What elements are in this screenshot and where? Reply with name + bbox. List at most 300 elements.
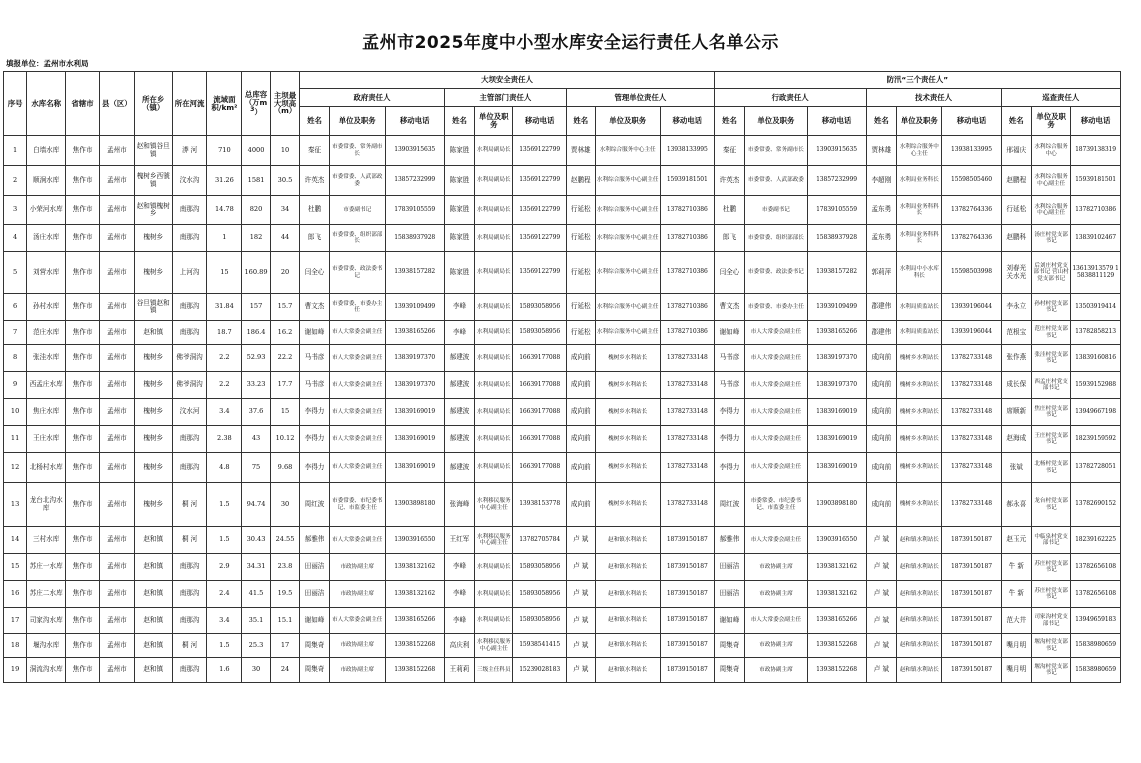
cell-phone: 15938541415 (513, 634, 567, 658)
header-tech: 技术责任人 (866, 89, 1001, 107)
cell-phone: 13782733148 (942, 345, 1001, 372)
cell-phone: 13782710386 (660, 225, 714, 252)
cell-unit-position: 水利局业务科科长 (897, 196, 942, 225)
cell-unit-position: 中临泉村党支部书记 (1032, 527, 1071, 554)
header-col-name: 姓名 (300, 107, 330, 136)
cell-phone: 18739150187 (942, 527, 1001, 554)
cell-area: 1 (207, 225, 242, 252)
cell-town: 槐树乡 (134, 426, 172, 453)
cell-unit-position: 水利局副局长 (475, 581, 513, 608)
cell-city: 焦作市 (66, 399, 100, 426)
cell-unit-position: 市人大常委会副主任 (329, 426, 385, 453)
cell-person-name: 李峰 (444, 321, 475, 345)
cell-phone: 13782733148 (942, 453, 1001, 483)
cell-unit-position: 市委常委、人武部政委 (329, 166, 385, 196)
cell-person-name: 张海峰 (444, 483, 475, 527)
cell-capacity: 4000 (242, 136, 270, 166)
cell-phone: 13839169019 (385, 426, 444, 453)
cell-person-name: 郝建波 (444, 453, 475, 483)
cell-city: 焦作市 (66, 608, 100, 634)
header-col-name: 姓名 (567, 107, 595, 136)
cell-capacity: 820 (242, 196, 270, 225)
table-row (4, 166, 1121, 196)
header-col-name: 姓名 (866, 107, 897, 136)
cell-county: 孟州市 (99, 321, 134, 345)
cell-unit-position: 孙村村党支部书记 (1032, 294, 1071, 321)
cell-phone: 13839169019 (385, 399, 444, 426)
cell-phone: 13938152268 (807, 658, 866, 683)
cell-river: 桐 河 (172, 483, 207, 527)
cell-unit-position: 市委常委、组织部部长 (745, 225, 807, 252)
cell-capacity: 30.43 (242, 527, 270, 554)
cell-person-name: 成向前 (567, 483, 595, 527)
cell-unit-position: 市委常委、常务副市长 (745, 136, 807, 166)
cell-capacity: 52.93 (242, 345, 270, 372)
cell-person-name: 陈家胜 (444, 225, 475, 252)
cell-unit-position: 槐树乡水利站长 (897, 453, 942, 483)
cell-phone: 15838980659 (1071, 658, 1121, 683)
cell-phone: 13839169019 (807, 426, 866, 453)
header-area: 流域面积/km² (207, 72, 242, 136)
table-row (4, 554, 1121, 581)
cell-person-name: 李峰 (444, 581, 475, 608)
cell-county: 孟州市 (99, 136, 134, 166)
cell-unit-position: 市人大常委会副主任 (745, 608, 807, 634)
cell-river: 上河沟 (172, 252, 207, 294)
cell-person-name: 闫全心 (300, 252, 330, 294)
cell-dam-height: 24 (270, 658, 300, 683)
cell-unit-position: 槐树乡水利站长 (897, 483, 942, 527)
header-col-unit: 单位及职务 (329, 107, 385, 136)
responsible-person-table (3, 71, 1121, 683)
cell-unit-position: 赵和镇水利站长 (897, 608, 942, 634)
cell-unit-position: 水利综合服务中心主任 (897, 136, 942, 166)
cell-person-name: 嘴月明 (1001, 634, 1032, 658)
cell-person-name: 李得力 (300, 426, 330, 453)
cell-unit-position: 市政协副主席 (745, 634, 807, 658)
cell-reservoir-name: 小荣河水库 (27, 196, 66, 225)
cell-phone: 13782858213 (1071, 321, 1121, 345)
cell-person-name: 行延松 (567, 294, 595, 321)
cell-unit-position: 槐树乡水利站长 (897, 345, 942, 372)
cell-seq: 3 (4, 196, 27, 225)
cell-phone: 13782710386 (660, 294, 714, 321)
cell-area: 2.2 (207, 372, 242, 399)
cell-person-name: 赵鹏程 (1001, 166, 1032, 196)
cell-person-name: 李峰 (444, 294, 475, 321)
cell-phone: 13839169019 (807, 399, 866, 426)
cell-town: 赵和镇 (134, 554, 172, 581)
cell-phone: 13939196044 (942, 321, 1001, 345)
cell-person-name: 范大井 (1001, 608, 1032, 634)
cell-dam-height: 20 (270, 252, 300, 294)
cell-unit-position: 市人大常委会副主任 (745, 527, 807, 554)
cell-person-name: 行延松 (567, 252, 595, 294)
cell-unit-position: 市政协副主席 (329, 581, 385, 608)
cell-unit-position: 槐树乡水利站长 (897, 372, 942, 399)
cell-phone: 18739150187 (660, 554, 714, 581)
cell-unit-position: 槐树乡水利站长 (595, 426, 660, 453)
cell-person-name: 李得力 (714, 426, 745, 453)
cell-area: 3.4 (207, 608, 242, 634)
cell-person-name: 秦征 (300, 136, 330, 166)
cell-person-name: 曹文杰 (300, 294, 330, 321)
cell-phone: 13903898180 (807, 483, 866, 527)
cell-phone: 15239028183 (513, 658, 567, 683)
cell-unit-position: 水利综合服务中心副主任 (595, 225, 660, 252)
cell-person-name: 卢 斌 (866, 554, 897, 581)
cell-unit-position: 水利综合服务中心副主任 (595, 294, 660, 321)
cell-phone: 16639177088 (513, 345, 567, 372)
table-row (4, 136, 1121, 166)
cell-unit-position: 赵和镇水利站长 (595, 608, 660, 634)
cell-unit-position: 市委常委、市纪委书记、市监委主任 (745, 483, 807, 527)
cell-person-name: 郝雅伟 (300, 527, 330, 554)
header-col-unit: 单位及职务 (595, 107, 660, 136)
cell-unit-position: 市人大常委会副主任 (329, 321, 385, 345)
cell-county: 孟州市 (99, 345, 134, 372)
cell-river: 南那沟 (172, 196, 207, 225)
cell-unit-position: 汤庄村党支部书记 (1032, 225, 1071, 252)
cell-reservoir-name: 堰沟水库 (27, 634, 66, 658)
cell-area: 31.84 (207, 294, 242, 321)
cell-phone: 13782728051 (1071, 453, 1121, 483)
cell-phone: 16639177088 (513, 372, 567, 399)
cell-county: 孟州市 (99, 372, 134, 399)
cell-person-name: 赵鹏科 (1001, 225, 1032, 252)
cell-phone: 13569122799 (513, 225, 567, 252)
cell-river: 南那沟 (172, 453, 207, 483)
cell-unit-position: 水利综合服务中心主任 (595, 136, 660, 166)
cell-unit-position: 水利局中小水库科长 (897, 252, 942, 294)
cell-phone: 13938132162 (385, 581, 444, 608)
cell-phone: 13782710386 (660, 196, 714, 225)
cell-river: 南那沟 (172, 321, 207, 345)
cell-reservoir-name: 洞流沟水库 (27, 658, 66, 683)
header-patrol: 巡查责任人 (1001, 89, 1120, 107)
cell-phone: 13839102467 (1071, 225, 1121, 252)
cell-dam-height: 9.68 (270, 453, 300, 483)
cell-phone: 13903915635 (385, 136, 444, 166)
cell-phone: 13938165266 (807, 321, 866, 345)
cell-unit-position: 水利局副局长 (475, 399, 513, 426)
cell-unit-position: 水利局副局长 (475, 554, 513, 581)
table-row (4, 483, 1121, 527)
cell-phone: 18739150187 (660, 608, 714, 634)
cell-person-name: 马书彦 (300, 372, 330, 399)
cell-dam-height: 30 (270, 483, 300, 527)
cell-phone: 13903916550 (807, 527, 866, 554)
cell-person-name: 许英杰 (300, 166, 330, 196)
cell-person-name: 高庆利 (444, 634, 475, 658)
cell-phone: 13939109499 (385, 294, 444, 321)
cell-phone: 13938152268 (807, 634, 866, 658)
cell-person-name: 成向前 (567, 426, 595, 453)
cell-unit-position: 市人大常委会副主任 (329, 453, 385, 483)
table-row (4, 426, 1121, 453)
cell-phone: 13782764336 (942, 225, 1001, 252)
cell-person-name: 孟东勇 (866, 196, 897, 225)
cell-person-name: 席顺新 (1001, 399, 1032, 426)
cell-seq: 14 (4, 527, 27, 554)
cell-city: 焦作市 (66, 321, 100, 345)
cell-phone: 13782656108 (1071, 554, 1121, 581)
cell-city: 焦作市 (66, 483, 100, 527)
cell-phone: 13903915635 (807, 136, 866, 166)
cell-dam-height: 10 (270, 136, 300, 166)
cell-city: 焦作市 (66, 453, 100, 483)
cell-seq: 10 (4, 399, 27, 426)
cell-seq: 1 (4, 136, 27, 166)
cell-person-name: 李超刚 (866, 166, 897, 196)
cell-unit-position: 水利局副局长 (475, 136, 513, 166)
cell-seq: 12 (4, 453, 27, 483)
cell-unit-position: 水利局业务科长 (897, 166, 942, 196)
cell-unit-position: 西孟庄村党支部书记 (1032, 372, 1071, 399)
cell-phone: 13782710386 (660, 252, 714, 294)
cell-unit-position: 苏庄村党支部书记 (1032, 554, 1071, 581)
cell-phone: 13938157282 (807, 252, 866, 294)
cell-unit-position: 水利综合服务中心副主任 (595, 166, 660, 196)
cell-phone: 13903916550 (385, 527, 444, 554)
table-row (4, 321, 1121, 345)
cell-person-name: 周集奇 (300, 634, 330, 658)
cell-city: 焦作市 (66, 581, 100, 608)
cell-unit-position: 水利局副局长 (475, 426, 513, 453)
cell-town: 赵和镇 (134, 581, 172, 608)
cell-county: 孟州市 (99, 658, 134, 683)
cell-seq: 2 (4, 166, 27, 196)
cell-county: 孟州市 (99, 225, 134, 252)
cell-river: 南那沟 (172, 294, 207, 321)
cell-town: 槐树乡 (134, 225, 172, 252)
cell-person-name: 卢 斌 (567, 634, 595, 658)
cell-phone: 13782690152 (1071, 483, 1121, 527)
cell-person-name: 周红波 (714, 483, 745, 527)
cell-seq: 4 (4, 225, 27, 252)
table-row (4, 345, 1121, 372)
cell-unit-position: 水利局质监站长 (897, 321, 942, 345)
cell-unit-position: 赵和镇水利站长 (595, 527, 660, 554)
cell-unit-position: 水利综合服务中心副主任 (1032, 166, 1071, 196)
cell-town: 赵和镇 (134, 527, 172, 554)
cell-seq: 16 (4, 581, 27, 608)
cell-phone: 15838980659 (1071, 634, 1121, 658)
cell-capacity: 94.74 (242, 483, 270, 527)
cell-area: 15 (207, 252, 242, 294)
cell-person-name: 成向前 (866, 399, 897, 426)
cell-city: 焦作市 (66, 345, 100, 372)
cell-dam-height: 23.8 (270, 554, 300, 581)
cell-seq: 7 (4, 321, 27, 345)
cell-town: 槐树乡 (134, 453, 172, 483)
cell-person-name: 卢 斌 (567, 581, 595, 608)
cell-unit-position: 市人大常委会副主任 (745, 453, 807, 483)
cell-person-name: 贾林雄 (567, 136, 595, 166)
cell-person-name: 成向前 (567, 345, 595, 372)
cell-phone: 18739150187 (942, 658, 1001, 683)
cell-person-name: 王莉莉 (444, 658, 475, 683)
cell-dam-height: 17.7 (270, 372, 300, 399)
cell-person-name: 陈家胜 (444, 252, 475, 294)
cell-dam-height: 19.5 (270, 581, 300, 608)
header-capacity-sup: 3 (250, 105, 255, 113)
cell-city: 焦作市 (66, 225, 100, 252)
cell-reservoir-name: 苏庄一水库 (27, 554, 66, 581)
cell-seq: 17 (4, 608, 27, 634)
cell-phone: 17839105559 (807, 196, 866, 225)
cell-phone: 13782705784 (513, 527, 567, 554)
cell-person-name: 郝建波 (444, 372, 475, 399)
cell-city: 焦作市 (66, 634, 100, 658)
cell-person-name: 赵玉元 (1001, 527, 1032, 554)
cell-unit-position: 市政协副主席 (745, 581, 807, 608)
cell-unit-position: 张洼村党支部书记 (1032, 345, 1071, 372)
cell-phone: 13857232999 (807, 166, 866, 196)
cell-city: 焦作市 (66, 136, 100, 166)
cell-person-name: 成向前 (567, 399, 595, 426)
cell-unit-position: 市政协副主席 (329, 658, 385, 683)
cell-phone: 18239162225 (1071, 527, 1121, 554)
cell-unit-position: 水利综合服务中心副主任 (595, 321, 660, 345)
cell-person-name: 牛 新 (1001, 554, 1032, 581)
cell-capacity: 1581 (242, 166, 270, 196)
cell-phone: 13839197370 (807, 372, 866, 399)
cell-phone: 13782764336 (942, 196, 1001, 225)
cell-person-name: 卢 斌 (567, 527, 595, 554)
header-col-unit: 单位及职务 (745, 107, 807, 136)
header-col-phone: 移动电话 (385, 107, 444, 136)
cell-phone: 13782656108 (1071, 581, 1121, 608)
cell-unit-position: 水利局副局长 (475, 372, 513, 399)
cell-person-name: 马书彦 (714, 345, 745, 372)
cell-dam-height: 15.1 (270, 608, 300, 634)
cell-county: 孟州市 (99, 608, 134, 634)
cell-person-name: 邢福庆 (1001, 136, 1032, 166)
cell-city: 焦作市 (66, 196, 100, 225)
header-col-name: 姓名 (714, 107, 745, 136)
cell-phone: 13939109499 (807, 294, 866, 321)
cell-area: 2.4 (207, 581, 242, 608)
cell-person-name: 卢 斌 (567, 608, 595, 634)
cell-unit-position: 市人大常委会副主任 (329, 608, 385, 634)
cell-capacity: 25.3 (242, 634, 270, 658)
cell-phone: 13782733148 (660, 483, 714, 527)
cell-person-name: 行延松 (567, 321, 595, 345)
cell-person-name: 田丽洁 (714, 554, 745, 581)
header-height: 主坝最大坝高（m） (270, 72, 300, 136)
header-county: 县（区） (99, 72, 134, 136)
cell-person-name: 许英杰 (714, 166, 745, 196)
cell-unit-position: 槐树乡水利站长 (595, 399, 660, 426)
cell-unit-position: 水利局副局长 (475, 252, 513, 294)
table-row (4, 196, 1121, 225)
cell-unit-position: 后刘庄村党支部书记 营山村党支部书记 (1032, 252, 1071, 294)
cell-reservoir-name: 顺涧水库 (27, 166, 66, 196)
cell-unit-position: 水利移民服务中心副主任 (475, 634, 513, 658)
cell-unit-position: 焦庄村党支部书记 (1032, 399, 1071, 426)
cell-person-name: 卢 斌 (866, 658, 897, 683)
cell-unit-position: 水利综合服务中心副主任 (1032, 196, 1071, 225)
cell-dam-height: 17 (270, 634, 300, 658)
cell-reservoir-name: 孙村水库 (27, 294, 66, 321)
page-title: 孟州市2025年度中小型水库安全运行责任人名单公示 (362, 33, 779, 53)
cell-phone: 13782733148 (660, 372, 714, 399)
cell-unit-position: 市委常委、组织部部长 (329, 225, 385, 252)
cell-phone: 13938152268 (385, 634, 444, 658)
header-col-name: 姓名 (444, 107, 475, 136)
cell-area: 31.26 (207, 166, 242, 196)
cell-seq: 5 (4, 252, 27, 294)
cell-person-name: 赵鹏程 (567, 166, 595, 196)
cell-person-name: 杜鹏 (714, 196, 745, 225)
cell-unit-position: 水利局副局长 (475, 225, 513, 252)
cell-seq: 11 (4, 426, 27, 453)
cell-unit-position: 司家沟村党支部书记 (1032, 608, 1071, 634)
header-gov: 政府责任人 (300, 89, 444, 107)
cell-town: 槐树乡 (134, 345, 172, 372)
cell-person-name: 郡建伟 (866, 294, 897, 321)
cell-phone: 17839105559 (385, 196, 444, 225)
cell-phone: 13938133995 (942, 136, 1001, 166)
cell-phone: 13949659183 (1071, 608, 1121, 634)
cell-person-name: 行延松 (567, 225, 595, 252)
cell-phone: 13938165266 (385, 321, 444, 345)
cell-unit-position: 水利综合服务中心 (1032, 136, 1071, 166)
cell-unit-position: 市政协副主席 (745, 554, 807, 581)
cell-person-name: 郭莉萍 (866, 252, 897, 294)
cell-person-name: 郝建波 (444, 426, 475, 453)
cell-seq: 15 (4, 554, 27, 581)
cell-dam-height: 10.12 (270, 426, 300, 453)
cell-unit-position: 北杨村党支部书记 (1032, 453, 1071, 483)
cell-capacity: 41.5 (242, 581, 270, 608)
header-mgmt: 管理单位责任人 (567, 89, 715, 107)
cell-town: 槐树乡 (134, 399, 172, 426)
cell-capacity: 37.6 (242, 399, 270, 426)
cell-phone: 13569122799 (513, 166, 567, 196)
cell-river: 南那沟 (172, 426, 207, 453)
cell-river: 汶水沟 (172, 166, 207, 196)
cell-phone: 13782733148 (942, 372, 1001, 399)
header-dam-safety-group: 大坝安全责任人 (300, 72, 714, 89)
cell-unit-position: 龙台村党支部书记 (1032, 483, 1071, 527)
cell-river: 佛爷洞沟 (172, 345, 207, 372)
cell-unit-position: 水利局副局长 (475, 321, 513, 345)
cell-phone: 13782733148 (942, 399, 1001, 426)
cell-phone: 13839197370 (385, 345, 444, 372)
cell-person-name: 成长保 (1001, 372, 1032, 399)
cell-river: 南那沟 (172, 581, 207, 608)
cell-unit-position: 范庄村党支部书记 (1032, 321, 1071, 345)
cell-person-name: 郝永喜 (1001, 483, 1032, 527)
table-row (4, 399, 1121, 426)
cell-reservoir-name: 西孟庄水库 (27, 372, 66, 399)
cell-person-name: 曹文杰 (714, 294, 745, 321)
cell-unit-position: 赵和镇水利站长 (897, 581, 942, 608)
cell-phone: 13938165266 (807, 608, 866, 634)
cell-phone: 13903898180 (385, 483, 444, 527)
cell-person-name: 嘴月明 (1001, 658, 1032, 683)
cell-unit-position: 市委常委、市纪委书记、市监委主任 (329, 483, 385, 527)
cell-phone: 18739138319 (1071, 136, 1121, 166)
cell-person-name: 孟东勇 (866, 225, 897, 252)
cell-person-name: 谢如峰 (714, 321, 745, 345)
cell-city: 焦作市 (66, 658, 100, 683)
cell-phone: 15838937928 (807, 225, 866, 252)
cell-area: 1.5 (207, 483, 242, 527)
table-row (4, 527, 1121, 554)
